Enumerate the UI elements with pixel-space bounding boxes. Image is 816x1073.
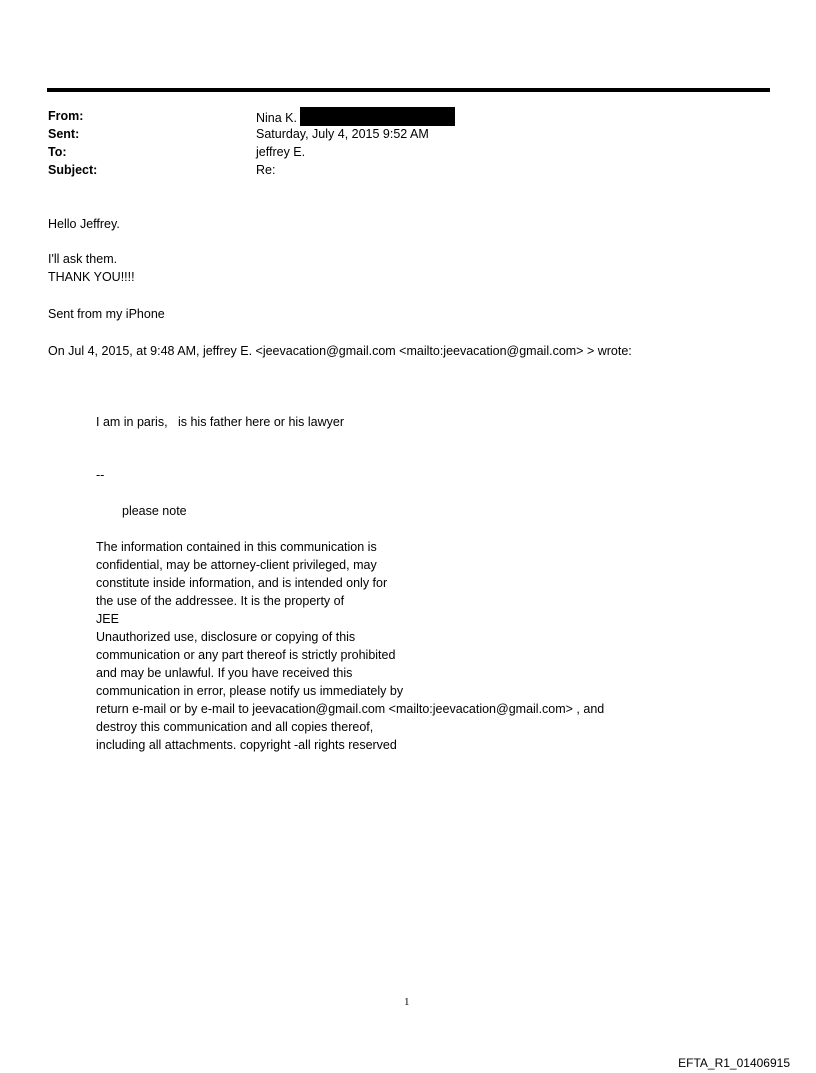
to-label: To: bbox=[48, 145, 67, 159]
redaction-box bbox=[300, 107, 455, 126]
from-label: From: bbox=[48, 109, 84, 123]
signature: Sent from my iPhone bbox=[48, 307, 165, 321]
disclaimer-line: constitute inside information, and is intended only for bbox=[96, 576, 388, 590]
disclaimer-line: return e-mail or by e-mail to jeevacation@gmail.com <mailto:jeevacation@gmail.com> , and bbox=[96, 702, 605, 716]
quote-intro: On Jul 4, 2015, at 9:48 AM, jeffrey E. <jeevacation@gmail.com <mailto:jeevacation@gmail.com> > wrote: bbox=[48, 344, 632, 358]
disclaimer-line: communication or any part thereof is strictly prohibited bbox=[96, 648, 396, 662]
greeting: Hello Jeffrey. bbox=[48, 217, 120, 231]
header-rule bbox=[47, 88, 770, 92]
disclaimer-line: confidential, may be attorney-client privileged, may bbox=[96, 558, 377, 572]
body-line: I'll ask them. bbox=[48, 252, 118, 266]
disclaimer-line: destroy this communication and all copies thereof, bbox=[96, 720, 374, 734]
quoted-text: I am in paris, is his father here or his lawyer bbox=[96, 415, 345, 429]
sent-value: Saturday, July 4, 2015 9:52 AM bbox=[256, 127, 429, 141]
subject-value: Re: bbox=[256, 163, 276, 177]
from-value: Nina K. bbox=[256, 107, 455, 127]
disclaimer-line: communication in error, please notify us immediately by bbox=[96, 684, 404, 698]
disclaimer-line: and may be unlawful. If you have received this bbox=[96, 666, 353, 680]
disclaimer-line: including all attachments. copyright -all rights reserved bbox=[96, 738, 397, 752]
disclaimer-line: the use of the addressee. It is the property of bbox=[96, 594, 345, 608]
to-value: jeffrey E. bbox=[256, 145, 306, 159]
disclaimer-line: The information contained in this communication is bbox=[96, 540, 377, 554]
body-line: THANK YOU!!!! bbox=[48, 270, 135, 284]
bates-number: EFTA_R1_01406915 bbox=[678, 1056, 790, 1070]
subject-label: Subject: bbox=[48, 163, 98, 177]
page-number: 1 bbox=[404, 996, 410, 1008]
disclaimer-line: Unauthorized use, disclosure or copying of this bbox=[96, 630, 356, 644]
signature-separator: -- bbox=[96, 468, 105, 482]
sent-label: Sent: bbox=[48, 127, 80, 141]
disclaimer-line: JEE bbox=[96, 612, 119, 626]
note-heading: please note bbox=[122, 504, 187, 518]
